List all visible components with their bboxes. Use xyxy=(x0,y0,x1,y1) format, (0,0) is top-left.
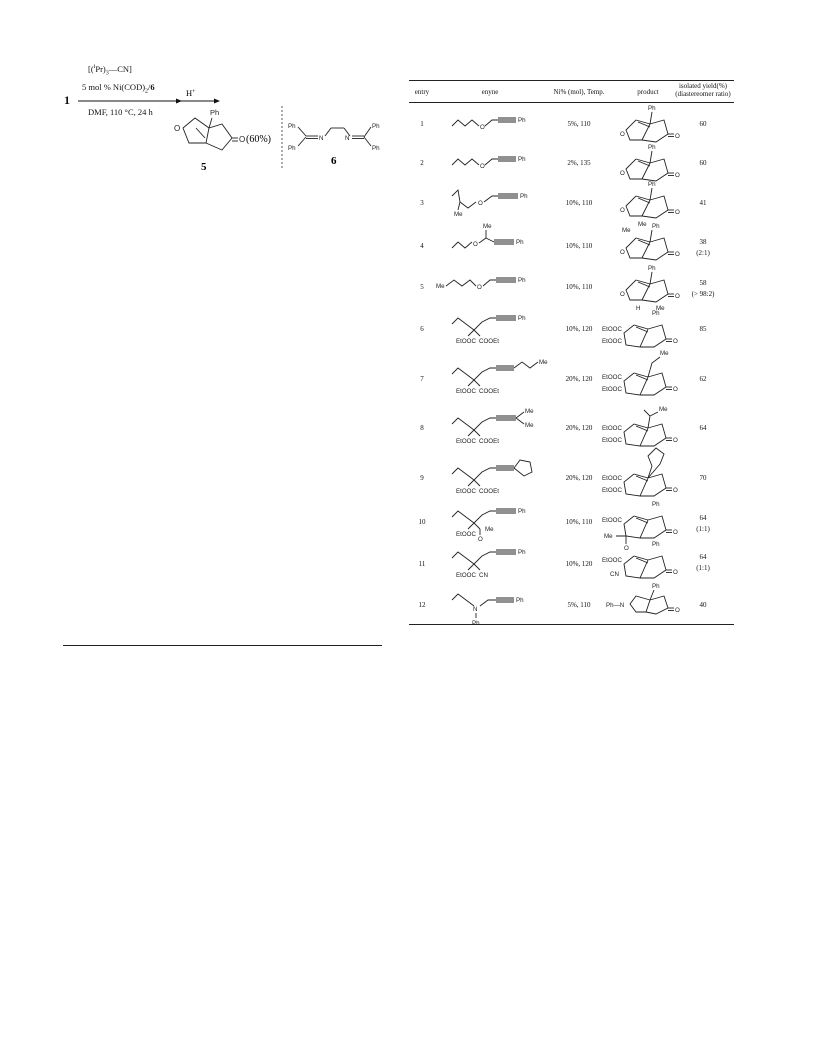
svg-text:Ph: Ph xyxy=(472,620,480,627)
ligand-6-label: 6 xyxy=(331,155,337,167)
svg-text:EtOOC: EtOOC xyxy=(602,425,622,432)
svg-text:Ph: Ph xyxy=(518,156,526,163)
svg-text:O: O xyxy=(477,284,482,291)
svg-text:CN: CN xyxy=(610,571,619,578)
svg-text:Ph: Ph xyxy=(516,597,524,604)
svg-text:Me: Me xyxy=(454,211,463,218)
svg-text:O: O xyxy=(620,170,625,177)
svg-text:O: O xyxy=(624,545,629,552)
conditions-cell: 10%, 110 xyxy=(565,199,593,207)
svg-text:EtOOC: EtOOC xyxy=(602,487,622,494)
svg-text:N: N xyxy=(345,135,350,142)
yield-cell: 38 xyxy=(699,238,707,246)
conditions-cell: 10%, 110 xyxy=(565,518,593,526)
svg-text:O: O xyxy=(480,124,485,131)
entry-cell: 9 xyxy=(420,474,424,482)
entry-cell: 2 xyxy=(420,159,424,167)
svg-text:EtOOC: EtOOC xyxy=(456,388,476,395)
svg-text:Ph: Ph xyxy=(288,145,296,152)
svg-text:Ph: Ph xyxy=(518,277,526,284)
header-conditions: Ni% (mol), Temp. xyxy=(553,88,605,96)
svg-text:EtOOC: EtOOC xyxy=(602,374,622,381)
svg-text:EtOOC: EtOOC xyxy=(456,572,476,579)
svg-text:N: N xyxy=(319,135,324,142)
svg-text:Ph: Ph xyxy=(288,123,296,130)
svg-text:O: O xyxy=(675,607,680,614)
svg-text:O: O xyxy=(620,249,625,256)
svg-text:Me: Me xyxy=(638,221,647,228)
svg-text:O: O xyxy=(478,536,483,543)
svg-text:EtOOC: EtOOC xyxy=(602,517,622,524)
conditions-cell: 20%, 120 xyxy=(565,474,593,482)
entry-cell: 7 xyxy=(420,375,424,383)
yield-cell: 70 xyxy=(699,474,707,482)
yield-cell: 64 xyxy=(699,553,707,561)
svg-text:Ph: Ph xyxy=(648,105,656,112)
reagent-solvent-line: DMF, 110 °C, 24 h xyxy=(88,107,153,117)
svg-text:O: O xyxy=(675,293,680,300)
entry-cell: 4 xyxy=(420,242,424,250)
conditions-cell: 2%, 135 xyxy=(567,159,591,167)
conditions-cell: 10%, 120 xyxy=(565,560,593,568)
entry-cell: 6 xyxy=(420,325,424,333)
svg-text:COOEt: COOEt xyxy=(479,388,499,395)
yield-cell: 85 xyxy=(699,325,707,333)
svg-text:O: O xyxy=(620,291,625,298)
svg-text:O: O xyxy=(673,386,678,393)
header-yield: isolated yield(%) (diastereomer ratio) xyxy=(675,82,731,98)
conditions-cell: 10%, 110 xyxy=(565,242,593,250)
svg-text:O: O xyxy=(239,135,246,144)
yield-cell: 60 xyxy=(699,120,707,128)
svg-text:Me: Me xyxy=(525,422,534,429)
svg-text:O: O xyxy=(673,437,678,444)
svg-text:Me: Me xyxy=(525,408,534,415)
svg-text:Me: Me xyxy=(656,305,665,312)
svg-text:Me: Me xyxy=(604,533,613,540)
svg-text:Ph: Ph xyxy=(518,549,526,556)
svg-text:O: O xyxy=(673,529,678,536)
svg-text:EtOOC: EtOOC xyxy=(602,437,622,444)
conditions-cell: 20%, 120 xyxy=(565,424,593,432)
svg-text:Ph: Ph xyxy=(372,145,380,152)
svg-text:Me: Me xyxy=(436,283,445,290)
svg-text:Ph: Ph xyxy=(372,123,380,130)
svg-text:Ph: Ph xyxy=(648,265,656,272)
svg-text:H+: H+ xyxy=(186,88,196,98)
svg-text:Ph: Ph xyxy=(652,310,660,317)
svg-text:EtOOC: EtOOC xyxy=(456,338,476,345)
header-entry: entry xyxy=(414,88,430,96)
svg-text:EtOOC: EtOOC xyxy=(602,386,622,393)
svg-text:O: O xyxy=(675,172,680,179)
yield-cell: 60 xyxy=(699,159,707,167)
svg-text:Ph: Ph xyxy=(518,117,526,124)
start-compound-label: 1 xyxy=(64,93,70,107)
svg-text:Ph: Ph xyxy=(648,181,656,188)
entry-cell: 1 xyxy=(420,120,424,128)
conditions-cell: 10%, 110 xyxy=(565,283,593,291)
svg-text:O: O xyxy=(620,207,625,214)
svg-text:EtOOC: EtOOC xyxy=(602,338,622,345)
svg-text:Me: Me xyxy=(622,227,631,234)
yield-label: (60%) xyxy=(246,134,271,145)
svg-text:O: O xyxy=(673,569,678,576)
svg-text:O: O xyxy=(675,133,680,140)
entry-cell: 3 xyxy=(420,199,424,207)
yield-cell: 58 xyxy=(699,279,707,287)
svg-text:Ph: Ph xyxy=(518,315,526,322)
conditions-cell: 10%, 120 xyxy=(565,325,593,333)
svg-text:O: O xyxy=(675,251,680,258)
svg-text:O: O xyxy=(473,241,478,248)
svg-text:N: N xyxy=(473,606,478,613)
svg-text:COOEt: COOEt xyxy=(479,338,499,345)
svg-text:COOEt: COOEt xyxy=(479,438,499,445)
svg-text:Me: Me xyxy=(660,350,669,357)
svg-text:EtOOC: EtOOC xyxy=(456,488,476,495)
header-enyne: enyne xyxy=(481,88,499,96)
svg-text:H: H xyxy=(636,305,641,312)
svg-text:EtOOC: EtOOC xyxy=(456,438,476,445)
conditions-cell: 20%, 120 xyxy=(565,375,593,383)
svg-text:O: O xyxy=(480,163,485,170)
svg-text:Ph: Ph xyxy=(652,223,660,230)
svg-text:Ph: Ph xyxy=(516,239,524,246)
yield-cell: 40 xyxy=(699,601,707,609)
svg-text:Ph: Ph xyxy=(210,108,220,117)
svg-text:O: O xyxy=(673,487,678,494)
svg-text:EtOOC: EtOOC xyxy=(602,475,622,482)
svg-text:O: O xyxy=(620,131,625,138)
svg-text:Me: Me xyxy=(485,526,494,533)
yield-cell: 64 xyxy=(699,514,707,522)
svg-text:COOEt: COOEt xyxy=(479,488,499,495)
svg-text:O: O xyxy=(174,124,181,133)
ratio-cell: (2:1) xyxy=(696,249,710,257)
svg-text:EtOOC: EtOOC xyxy=(456,531,476,538)
yield-cell: 62 xyxy=(699,375,707,383)
yield-cell: 41 xyxy=(699,199,707,207)
header-product: product xyxy=(637,88,659,96)
conditions-cell: 5%, 110 xyxy=(567,601,591,609)
product-5-label: 5 xyxy=(201,161,207,173)
svg-text:Ph: Ph xyxy=(518,508,526,515)
svg-text:O: O xyxy=(675,209,680,216)
ratio-cell: (1:1) xyxy=(696,525,710,533)
svg-text:CN: CN xyxy=(479,572,488,579)
svg-text:Ph: Ph xyxy=(652,541,660,548)
svg-text:O: O xyxy=(673,338,678,345)
svg-text:Ph: Ph xyxy=(520,193,528,200)
svg-text:Me: Me xyxy=(659,406,668,413)
reagent-ni-line: 5 mol % $Ni(COD)_2/6$ xyxy=(82,82,155,95)
entry-cell: 11 xyxy=(418,560,426,568)
yield-cell: 64 xyxy=(699,424,707,432)
reagent-catalyst-line: $[(^iPr)_3—CN]$ xyxy=(88,64,132,77)
svg-text:Ph—N: Ph—N xyxy=(606,602,625,609)
svg-text:Ph: Ph xyxy=(648,144,656,151)
entry-cell: 5 xyxy=(420,283,424,291)
conditions-cell: 5%, 110 xyxy=(567,120,591,128)
svg-text:Ph: Ph xyxy=(652,583,660,590)
svg-text:Ph: Ph xyxy=(652,501,660,508)
svg-text:Me: Me xyxy=(483,223,492,230)
entry-cell: 10 xyxy=(418,518,426,526)
svg-text:O: O xyxy=(478,200,483,207)
entry-cell: 8 xyxy=(420,424,424,432)
ratio-cell: (1:1) xyxy=(696,564,710,572)
svg-text:EtOOC: EtOOC xyxy=(602,557,622,564)
svg-text:EtOOC: EtOOC xyxy=(602,326,622,333)
ratio-cell: (> 98:2) xyxy=(691,290,715,298)
svg-text:Me: Me xyxy=(539,359,548,366)
entry-cell: 12 xyxy=(418,601,426,609)
